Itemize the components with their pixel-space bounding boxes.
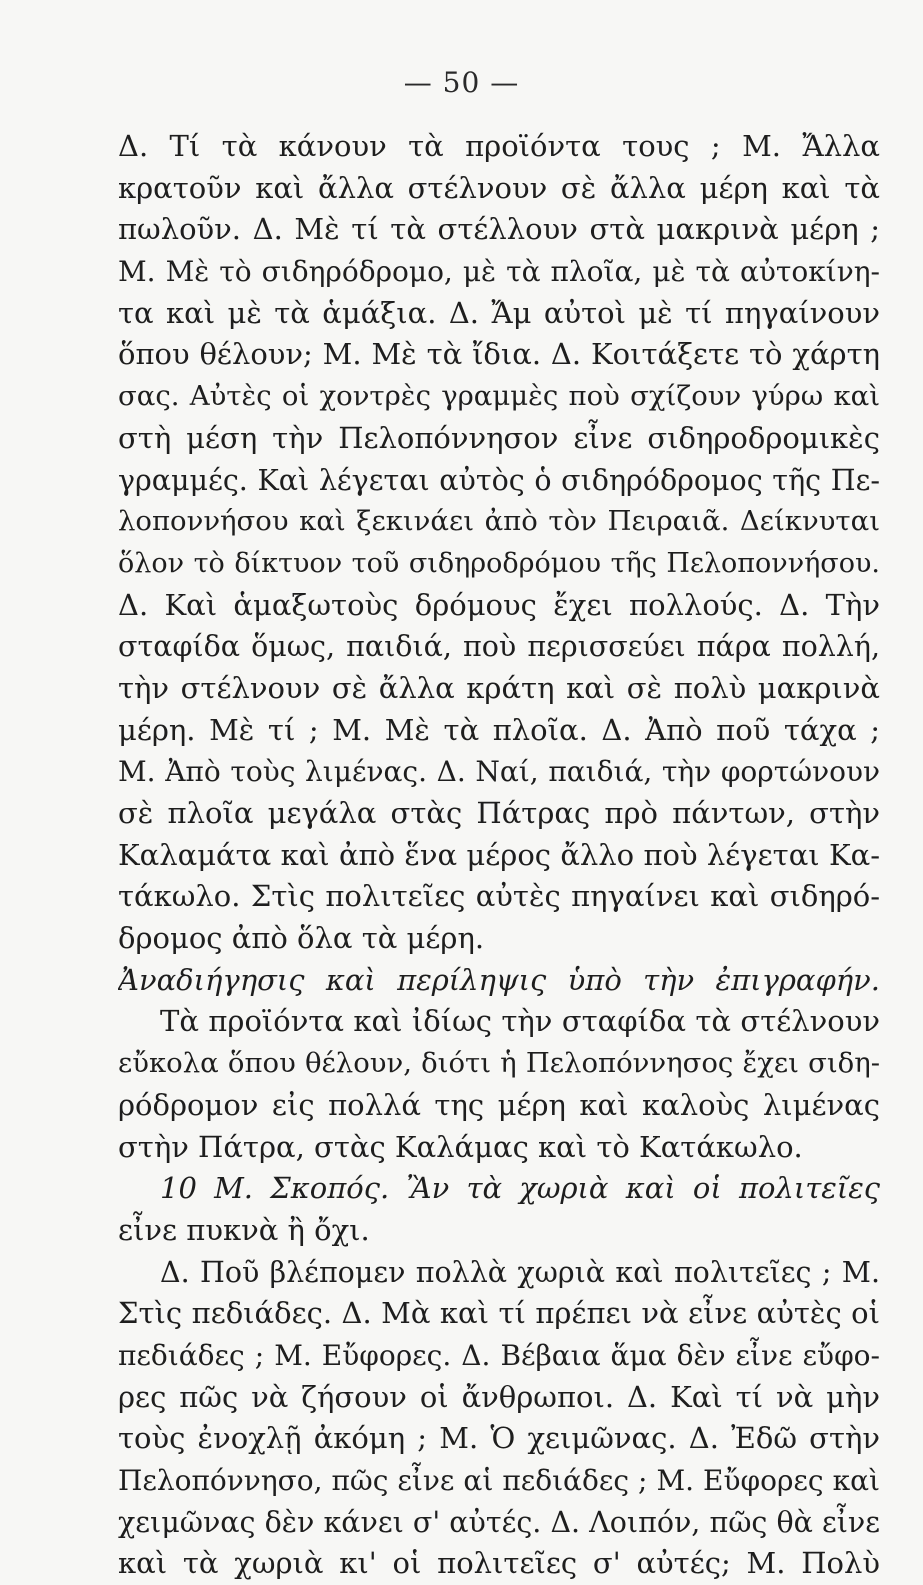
text-line: Μ. Μὲ τὸ σιδηρόδρομο, μὲ τὰ πλοῖα, μὲ τὰ αὐτοκίνη-: [118, 255, 880, 289]
text-line: Τὰ προϊόντα καὶ ἰδίως τὴν σταφίδα τὰ στέλνουν: [160, 1004, 880, 1039]
text-line: χειμῶνας δὲν κάνει σ' αὐτές. Δ. Λοιπόν, πῶς θὰ εἶνε: [118, 1505, 880, 1539]
text-line: καὶ τὰ χωριὰ κι' οἱ πολιτεῖες σ' αὐτές; Μ. Πολὺ: [118, 1546, 880, 1581]
text-line: τα καὶ μὲ τὰ ἁμάξια. Δ. Ἄμ αὐτοὶ μὲ τί πηγαίνουν: [118, 295, 880, 330]
text-line: ὅλον τὸ δίκτυον τοῦ σιδηροδρόμου τῆς Πελοποννήσου.: [118, 547, 880, 579]
text-line: Δ. Τί τὰ κάνουν τὰ προϊόντα τους ; Μ. Ἄλλα: [118, 129, 880, 163]
text-line: ὅπου θέλουν; Μ. Μὲ τὰ ἴδια. Δ. Κοιτάξετε τὸ χάρτη: [118, 337, 880, 372]
page-number: — 50 —: [403, 66, 520, 99]
text-line: σταφίδα ὅμως, παιδιά, ποὺ περισσεύει πάρα πολλή,: [118, 630, 880, 664]
text-line: σας. Αὐτὲς οἱ χοντρὲς γραμμὲς ποὺ σχίζουν γύρω καὶ: [118, 380, 880, 413]
text-line: ρες πῶς νὰ ζήσουν οἱ ἄνθρωποι. Δ. Καὶ τί νὰ μὴν: [118, 1379, 880, 1414]
text-line: γραμμές. Καὶ λέγεται αὐτὸς ὁ σιδηρόδρομος τῆς Πε-: [118, 463, 880, 497]
text-line: στὴ μέση τὴν Πελοπόννησον εἶνε σιδηροδρομικὲς: [118, 420, 880, 455]
text-line: Πελοπόννησο, πῶς εἶνε αἱ πεδιάδες ; Μ. Εὔφορες καὶ: [118, 1464, 880, 1497]
text-line: τάκωλο. Στὶς πολιτεῖες αὐτὲς πηγαίνει καὶ σιδηρό-: [118, 879, 880, 914]
body-text: [118, 126, 880, 1585]
text-line: πωλοῦν. Δ. Μὲ τί τὰ στέλλουν στὰ μακρινὰ μέρη ;: [118, 212, 880, 247]
text-line: Μ. Ἀπὸ τοὺς λιμένας. Δ. Ναί, παιδιά, τὴν φορτώνουν: [118, 755, 880, 789]
text-line: Δ. Καὶ ἁμαξωτοὺς δρόμους ἔχει πολλούς. Δ. Τὴν: [118, 587, 880, 622]
text-line: δρομος ἀπὸ ὅλα τὰ μέρη.: [118, 921, 485, 956]
text-line: μέρη. Μὲ τί ; Μ. Μὲ τὰ πλοῖα. Δ. Ἀπὸ ποῦ τάχα ;: [118, 712, 880, 747]
text-line: Στὶς πεδιάδες. Δ. Μὰ καὶ τί πρέπει νὰ εἶνε αὐτὲς οἱ: [118, 1296, 880, 1331]
text-line: τὴν στέλνουν σὲ ἄλλα κράτη καὶ σὲ πολὺ μακρινὰ: [118, 670, 880, 705]
section-heading: Ἀναδιήγησις καὶ περίληψις ὑπὸ τὴν ἐπιγραφήν.: [118, 962, 880, 997]
text-line: σὲ πλοῖα μεγάλα στὰς Πάτρας πρὸ πάντων, στὴν: [118, 796, 880, 830]
text-line: πεδιάδες ; Μ. Εὔφορες. Δ. Βέβαια ἅμα δὲν εἶνε εὔφο-: [118, 1338, 880, 1372]
text-line: εἶνε πυκνὰ ἢ ὄχι.: [118, 1212, 370, 1247]
text-line: Δ. Ποῦ βλέπομεν πολλὰ χωριὰ καὶ πολιτεῖες ; Μ.: [160, 1255, 880, 1289]
text-line: κρατοῦν καὶ ἄλλα στέλνουν σὲ ἄλλα μέρη καὶ τὰ: [118, 170, 880, 205]
text-line: στὴν Πάτρα, στὰς Καλάμας καὶ τὸ Κατάκωλο.: [118, 1129, 803, 1164]
text-line: Καλαμάτα καὶ ἀπὸ ἕνα μέρος ἄλλο ποὺ λέγεται Κα-: [118, 837, 880, 872]
text-line: λοποννήσου καὶ ξεκινάει ἀπὸ τὸν Πειραιᾶ. Δείκνυται: [118, 505, 880, 538]
text-line: ρόδρομον εἰς πολλά της μέρη καὶ καλοὺς λιμένας: [118, 1087, 880, 1122]
lesson-heading: 10 Μ. Σκοπός. Ἂν τὰ χωριὰ καὶ οἱ πολιτεῖες: [160, 1171, 880, 1206]
text-line: εὔκολα ὅπου θέλουν, διότι ἡ Πελοπόννησος ἔχει σιδη-: [118, 1047, 880, 1080]
text-line: τοὺς ἐνοχλῇ ἀκόμη ; Μ. Ὁ χειμῶνας. Δ. Ἐδῶ στὴν: [118, 1421, 880, 1456]
